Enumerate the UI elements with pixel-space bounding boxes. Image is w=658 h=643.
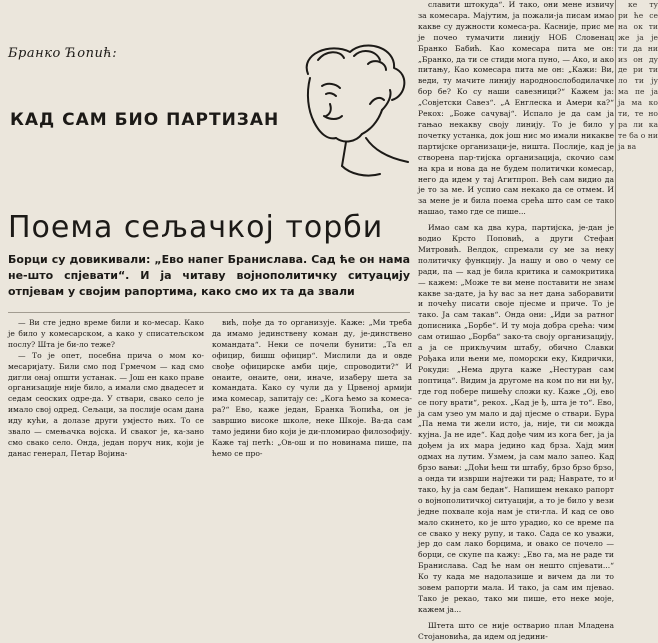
paragraph: — Ви сте једно време били и ко-месар. Како је било у комесарском, а како у списатељском послу? Шта је би-ло теже? bbox=[8, 318, 204, 349]
author-caricature-illustration bbox=[270, 34, 420, 184]
section-divider bbox=[8, 312, 410, 313]
paragraph: Штета што се није остварио план Младена Стојановића, да идем од једини- bbox=[418, 620, 614, 641]
paragraph: вић, пође да то организује. Каже: „Ми треба да имамо јединствену коман ду, је-динствено командата“. Неки се почели бунити: „Та ел официр, бишш официр“. Мислили да и овде свође официрске амби ције, спроводити?“ И онаите, онаите, они, иначе, изаберу шета за командата. Како су чули да у Црвеној армији има комесар, запитају се: „Кога ћемо за комеса-ра?“ Ево, каже један, Бранка Ћопића, он је завршио високе школе, неке Шкоје. Ва-да сам тамо једини био који је ди-пломирао филозофију. Каже тај петћ: „Ов-ош и по новинама пише, па ћемо се про- bbox=[212, 318, 412, 458]
paragraph: славити штокуда“. И тако, они мене извичу за комесара. Мајутим, ја пожали-ја писам имао какве су дужности комеса-ра. Касније, прис ме је почео тумачити линију НОБ Словенац Бранко Бабић. Као комесара пита ме он: „Бранко, да ти се стиди мога пуно, — Ако, и ако питању, Као комесара пита ме он: „Кажи: Ви, веди, ту мачите линију народноослободилачке бор бе? Ко су наши савезници?“ Кажем ја: „Совјетски Савез“. „А Енглеска и Амери ка?“ Рекох: „Боже сачувај“. Испало је да сам ја гањао некакву своју линију. То је било у почетку устанка, док још нис мо имали никакве партијске организаци-је, ништа. Послије, кад је створена пар-тијска организација, скочио сам на кра и нова да не будем политички комесар, него да идем у тај Агитпроп. Већ сам видио да је то за ме. И успио сам некако да се отмем. И за мене је и била поема срећа што сам се тако нашао, тамо где се пише... bbox=[418, 0, 614, 217]
paragraph: — То је опет, посебна прича о мом ко-месаријату. Били смо под Грмечом — кад смо дигли онај општи устанак. — Још ен како праве организације није било, а имали смо двадесет и седам сеоских одре-да. У ствари, свако село је имало свој одред. Сељаци, за послије осам дана иду кући, а долазе други умјесто њих. То се звало — смењачка војска. И сваког је, ка-зано смо свако село. Онда, један поруч ник, који је данас генерал, Петар Војина- bbox=[8, 350, 204, 458]
text-column-2 bbox=[212, 318, 412, 480]
text-column-cutoff bbox=[618, 0, 658, 480]
column-divider bbox=[615, 0, 616, 480]
text-column-3 bbox=[418, 0, 614, 641]
paragraph: Имао сам ка два кура, партијска, је-дан је водио Крсто Поповић, а други Стефан Митровић. Велдок, спремали су ме за неку политичку функцију. Ја нашу и ово о чему се ради, па — кад је била критика и самокритика — кажем: „Може те ви мене поставити не знам какве за-дате, ја ћу вас за нет дана заборавити и почећу писати своје пјесме и приче. То је тако. Ја сам такав“. Онда они: „Иди за ратног дописника „Борбе“. И ту моја добра срећа: чим сам отишао „Борба“ зако-та своју организацију, а ја се прикључим штабу, обично Славки Рођака или њени ме, поморски еку, Кидрички, Рокуди: „Нема друга каже „Нестуран сам поптица“. Видим ја другоме на ком по ни ни ђу, где год побере пишећу сложи ку. Каже „Ој, ево се погу врати“, рекох. „Кад је ђ, шта је то“. Ево, ја сам узео ум мало и дај пјесме о ствари. Бура „Па нема ти жели исто, ја, није, ти си можда кујна. Ја не иде“. Кад дође чим из кога бег, ја ја дођем ја их мара једино кад брза. Хајд мин одмах на лутим. Узмем, ја сам мало запео. Кад брзо вањи: „Доћи ћеш ти штабу, брзо брзо брзо, а онда ти изврши најтежи ти рад; Наврате, то и тако, ћу ја сам бедан“. Напишем некако рапорт о војнополитичкој ситуацији, а то је било у вези једне похвале која нам је сти-гла. И кад се ово мало скинето, ко је што урадио, ко се време па се свако у неку рупу, и тако. Сада се ко уважи, јер до сам лако борцима, и овако се почело — борци, се скупе па кажу: „Ево га, ма не раде ти Бранислава. Сад ће нам он нешто спјевати...“ Ко ту када ме надолазише и вичем да ли то зовем рапорти мала. И тако, ја сам им пјевао. Тако је рекао, тако ми пише, ето неке моје, кажем ја... bbox=[418, 223, 614, 614]
author-byline: Бранко Ћопић: bbox=[8, 46, 118, 61]
series-title: КАД САМ БИО ПАРТИЗАН bbox=[10, 110, 280, 130]
article-lede: Борци су довикивали: „Ево напег Бранислава. Сад ће он нама не-што спјевати“. И ја читаву војнополитичку ситуацију отпјевам у својим рапортима, како смо их та да звали bbox=[8, 253, 410, 298]
article-headline: Поема сељачкој торби bbox=[8, 210, 384, 245]
paragraph: ке ту ри ће се на ок ти же ја је ти да ни из он ду де ри ти ло ти ју ма пе ја ја ма ко ти, те но ра ли ка те ба о ни ја ва bbox=[618, 0, 658, 151]
text-column-1 bbox=[8, 318, 204, 480]
